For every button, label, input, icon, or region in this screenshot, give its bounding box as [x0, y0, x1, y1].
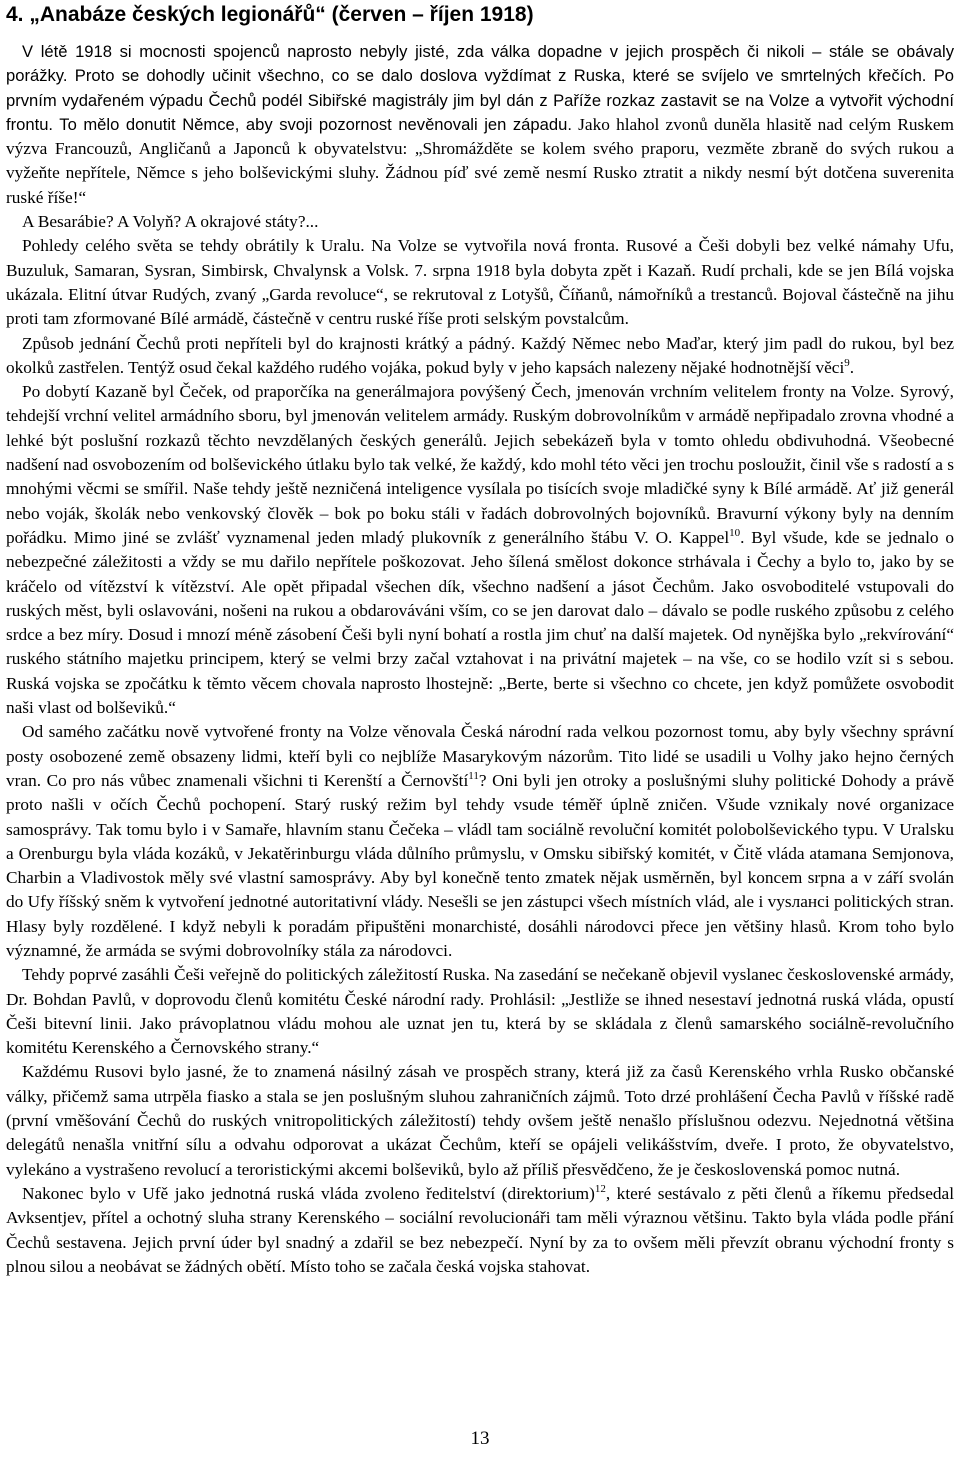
paragraph [6, 720, 954, 963]
paragraph-text: Způsob jednání Čechů proti nepříteli byl do krajnosti krátký a pádný. Každý Němec nebo Maďar, který jim padl do rukou, byl bez okolků zastřelen. Tentýž osud čekal každého rudého vojáka, pokud byly v jeho kapsách nalezeny nějaké hodnotnější věci [6, 333, 954, 377]
paragraph-text: . Byl všude, kde se jednalo o nebezpečné záležitosti a vždy se mu dařilo nepřítele poškozovat. Jeho šílená smělost dokonce strhávala i Čechy a bylo to, jako by se kráčelo od vítězství k vítězství. Ale opět připadal všechen dík, všechno nadšení a jásot Čechům. Jako osvoboditelé vstupovali do ruských měst, byli oslavováni, nošeni na rukou a obdarováváni vším, co se jen darovat dalo – dávalo se podle ruského způsobu z celého srdce a bez míry. Dosud i mnozí méně zásobení Češi byli nyní bohatí a rostla jim chuť na další majetek. Od nynějška bylo „rekvírování“ ruského státního majetku principem, který se velmi brzy začal vztahovat i na privátní majetek – na vše, co se hodilo vzít si s sebou. Ruská vojska se zpočátku k těmto věcem chovala naprosto lhostejně: „Berte, berte si všechno co chcete, jen když pomůžete osvobodit naši vlast od bolševiků.“ [6, 527, 955, 718]
paragraph [6, 332, 954, 381]
paragraph-serif-part: Jako hlahol zvonů duněla hlasitě nad celým Ruskem výzva Francouzů, Angličanů a Japonců k obyvatelstvu: „Shromážděte se kolem svého praporu, vezměte zbraně do svých rukou a vyžeňte nepřítele, Němce s jeho bolševickými sluhy. Žádnou píď své země nesmí Rusko ztratit a nikdy nesmí být dotčena suverenita ruské říše!“ [6, 114, 954, 207]
body-text [6, 40, 954, 1279]
section-heading: 4. „Anabáze českých legionářů“ (červen – říjen 1918) [6, 3, 534, 26]
paragraph-text: , které sestávalo z pěti členů a říkemu předsedal Avksentjev, přítel a ochotný sluha strany Kerenského – sociální revolucionáři tam měli výraznou většinu. Takto byla vláda podle přání Čechů sestavena. Jejich první úder byl snadný a zdařil se bez nebezpečí. Nyní by za to ovšem měli převzít obranu východní fronty s plnou silou a neobávat se žádných obětí. Místo toho se začala česká vojska stahovat. [6, 1183, 954, 1276]
paragraph-text: ? Oni byli jen otroky a poslušnými sluhy politické Dohody a právě proto našli v očích Čechů pochopení. Starý ruský režim byl tehdy vsude téměř úplně zničen. Všude vznikaly nové organizace samosprávy. Tak tomu bylo i v Samaře, hlavním stanu Čečeka – vládl tam sociálně revoluční komitét polobolševického typu. V Uralsku a Orenburgu byla vláda kozáků, v Jekatěrinburgu vláda důlního průmyslu, v Omsku sibiřský komitét, v Čitě vláda atamana Semjonova, Charbin a Vladivostok měly své vlastní samosprávy. Aby byl konečně tento zmatek nějak usměrněn, byl koncem srpna a v září svolán do Ufy říšský sněm k vytvoření jednotné autoritativní vlády. Nesešli se jen zástupci všech místních vlád, ale i vysланci politických stran. Hlasy byly rozdělené. I když nebyli k poradám připuštěni monarchisté, dosáhli národovci přece jen většiny hlasů. Krom toho bylo významné, že armáda se svými dobrovolníky stála za národovci. [6, 770, 954, 960]
footnote-ref[interactable]: 11 [468, 770, 479, 783]
paragraph: A Besarábie? A Volyň? A okrajové státy?... [22, 212, 319, 232]
paragraph-text: . [849, 357, 855, 377]
paragraph-text: Po dobytí Kazaně byl Čeček, od praporčíka na generálmajora povýšený Čech, jmenován vrchním velitelem fronty na Volze. Syrový, tehdejší vrchní velitel armádního sboru, byl jmenován velitelem armády. Ruským dobrovolníkům v armádě nepřipadalo zrovna vhodné a lehké být poslušní rozkazů těchto nevzdělaných českých generálů. Jejich sebekázeň byla v tomto ohledu obdivuhodná. Všeobecné nadšení nad osvobozením od bolševického útlaku bylo tak velké, že každý, kdo mohl této věci jen trochu posloužit, činil vše s radostí a s mnohými věcmi se smířil. Naše tehdy ještě nezničená inteligence vysílala po tisících svoje mladičké syny k Bílé armádě. Ať již generál nebo voják, školák nebo venkovský člověk – bok po boku stáli v řadách dobrovolných bojovníků. Bravurní výkony byly na denním pořádku. Mimo jiné se zvlášť vyznamenal jeden mladý plukovník z generálního štábu V. O. Kappel [6, 382, 954, 547]
page-number: 13 [470, 1428, 490, 1449]
paragraph: Tehdy poprvé zasáhli Češi veřejně do politických záležitostí Ruska. Na zasedání se nečekaně objevil vyslanec československé armády, Dr. Bohdan Pavlů, v doprovodu členů komitétu České národní rady. Prohlásil: „Jestliže se ihned nesestaví jednotná ruská vláda, opustí Češi bitevní linii. Jako právoplatnou vládu mohou ale uznat jen tu, která by se skládala z členů samarského sociálně-revolučního komitétu Kerenského a Černovského strany.“ [6, 965, 954, 1058]
paragraph: Každému Rusovi bylo jasné, že to znamená násilný zásah ve prospěch strany, která již za časů Kerenského vrhla Rusko občanské války, přičemž sama utrpěla fiasko a stala se jen poslušným sluhou zahraničních zájmů. Toto drzé prohlášení Čecha Pavlů v říšské radě (první vměšování Čechů do ruských vnitropolitických záležitostí) tehdy ovšem ještě nenašlo příslušnou odezvu. Nejednotná většina delegátů nenašla vnitřní sílu a odvahu odporovat a ukázat Čechům, kteří se opájeli velikášstvím, dveře. I proto, že obyvatelstvo, vylekáno a vystrašeno revolucí a teroristickými akcemi bolševiků, bylo až příliš přesvědčeno, že je československá pomoc nutná. [6, 1062, 954, 1179]
paragraph-text: Nakonec bylo v Ufě jako jednotná ruská vláda zvoleno ředitelství (direktorium) [22, 1183, 595, 1203]
paragraph-text: Od samého začátku nově vytvořené fronty na Volze věnovala Česká národní rada velkou pozornost tomu, aby byly všechny správní posty osobozené země obsazeny lidmi, kteří byli co nejblíže Masarykovým názorům. Tito lidé se usadili u Volhy jako hejno černých vran. Co pro nás vůbec znamenali všichni ti Kerenští a Černovští [6, 722, 954, 790]
footnote-ref[interactable]: 10 [729, 527, 741, 540]
footnote-ref[interactable]: 12 [594, 1183, 606, 1196]
paragraph [6, 40, 954, 210]
paragraph [6, 1182, 954, 1279]
paragraph-sans-part: V létě 1918 si mocnosti spojenců naprosto nebyly jisté, zda válka dopadne v jejich prospěch či nikoli – stále se obávaly porážky. Proto se dohodly učinit všechno, co se dalo doslova vyždímat z Ruska, které se svíjelo ve smrtelných křečích. Po prvním vydařeném výpadu Čechů podél Sibiřské magistrály jim byl dán z Paříže rozkaz zastavit se na Volze a vytvořit východní frontu. To mělo donutit Němce, aby svoji pozornost nevěnovali jen západu. [6, 42, 954, 134]
paragraph [6, 380, 954, 720]
paragraph: Pohledy celého světa se tehdy obrátily k Uralu. Na Volze se vytvořila nová fronta. Rusové a Češi dobyli bez velké námahy Ufu, Buzuluk, Samaran, Sysran, Simbirsk, Chvalynsk a Volsk. 7. srpna 1918 byla dobyta zpět i Kazaň. Rudí prchali, kde se jen Bílá vojska ukázala. Elitní útvar Rudých, zvaný „Garda revoluce“, se rekrutoval z Lotyšů, Číňanů, námořníků a trestanců. Bojoval částečně na jihu proti tam zformované Bílé armádě, částečně v centru ruské říše proti selským povstalcům. [6, 236, 954, 329]
footnote-ref[interactable]: 9 [844, 357, 850, 370]
